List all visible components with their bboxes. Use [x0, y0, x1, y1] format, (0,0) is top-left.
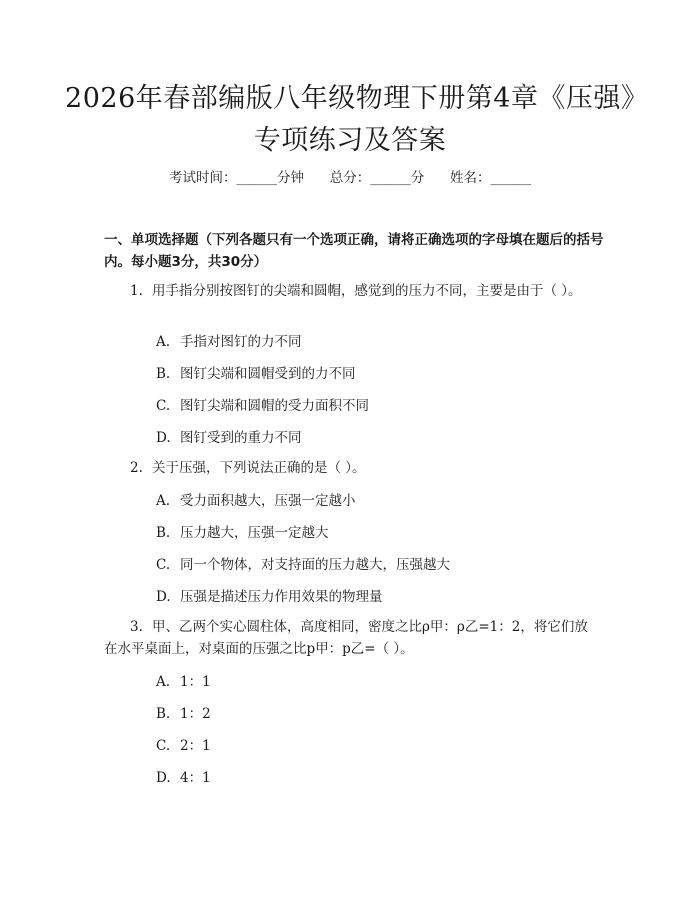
option-item	[156, 428, 596, 448]
question-text: 甲、乙两个实心圆柱体，高度相同，密度之比ρ甲：ρ乙=1：2，将它们放在水平桌面上，对桌面的压强之比p甲：p乙=（ ）。	[104, 619, 588, 657]
question-stem	[104, 280, 594, 302]
option-text: 受力面积越大，压强一定越小	[180, 493, 356, 509]
question-number: 1.	[130, 283, 143, 299]
option-item	[156, 491, 596, 511]
option-item	[156, 704, 596, 724]
option-item	[156, 672, 596, 692]
option-item	[156, 523, 596, 543]
section-heading: 一、单项选择题（下列各题只有一个选项正确，请将正确选项的字母填在题后的括号内。每小题3分，共30分）	[104, 232, 604, 270]
exam-info-line: 考试时间：______分钟 总分：______分 姓名：______	[169, 170, 531, 186]
option-item	[156, 364, 596, 384]
option-text: 同一个物体，对支持面的压力越大，压强越大	[180, 557, 450, 573]
question-number: 3.	[130, 619, 143, 635]
question-text: 用手指分别按图钉的尖端和圆帽，感觉到的压力不同，主要是由于（ ）。	[152, 283, 582, 299]
option-text: 手指对图钉的力不同	[180, 334, 302, 350]
question-stem	[104, 616, 594, 660]
option-item	[156, 768, 596, 788]
option-item	[156, 736, 596, 756]
option-letter: A.	[156, 334, 171, 350]
question-text: 关于压强，下列说法正确的是（ ）。	[152, 460, 366, 476]
option-text: 2：1	[180, 738, 211, 754]
option-item	[156, 555, 596, 575]
option-text: 图钉尖端和圆帽的受力面积不同	[180, 398, 369, 414]
option-letter: C.	[156, 738, 171, 754]
option-item	[156, 332, 596, 352]
option-item	[156, 587, 596, 607]
option-text: 1：2	[180, 706, 211, 722]
option-letter: B.	[156, 525, 171, 541]
option-item	[156, 396, 596, 416]
option-letter: A.	[156, 674, 171, 690]
question-number: 2.	[130, 460, 143, 476]
option-letter: B.	[156, 366, 171, 382]
question-stem	[104, 457, 594, 479]
option-letter: D.	[156, 770, 171, 786]
option-text: 1：1	[180, 674, 211, 690]
option-letter: C.	[156, 557, 171, 573]
option-letter: B.	[156, 706, 171, 722]
option-letter: C.	[156, 398, 171, 414]
option-text: 图钉尖端和圆帽受到的力不同	[180, 366, 356, 382]
option-text: 压强是描述压力作用效果的物理量	[180, 589, 383, 605]
option-letter: A.	[156, 493, 171, 509]
option-text: 压力越大，压强一定越大	[180, 525, 329, 541]
option-letter: D.	[156, 430, 171, 446]
option-text: 图钉受到的重力不同	[180, 430, 302, 446]
document-title: 2026年春部编版八年级物理下册第4章《压强》专项练习及答案	[65, 83, 635, 156]
option-text: 4：1	[180, 770, 211, 786]
option-letter: D.	[156, 589, 171, 605]
